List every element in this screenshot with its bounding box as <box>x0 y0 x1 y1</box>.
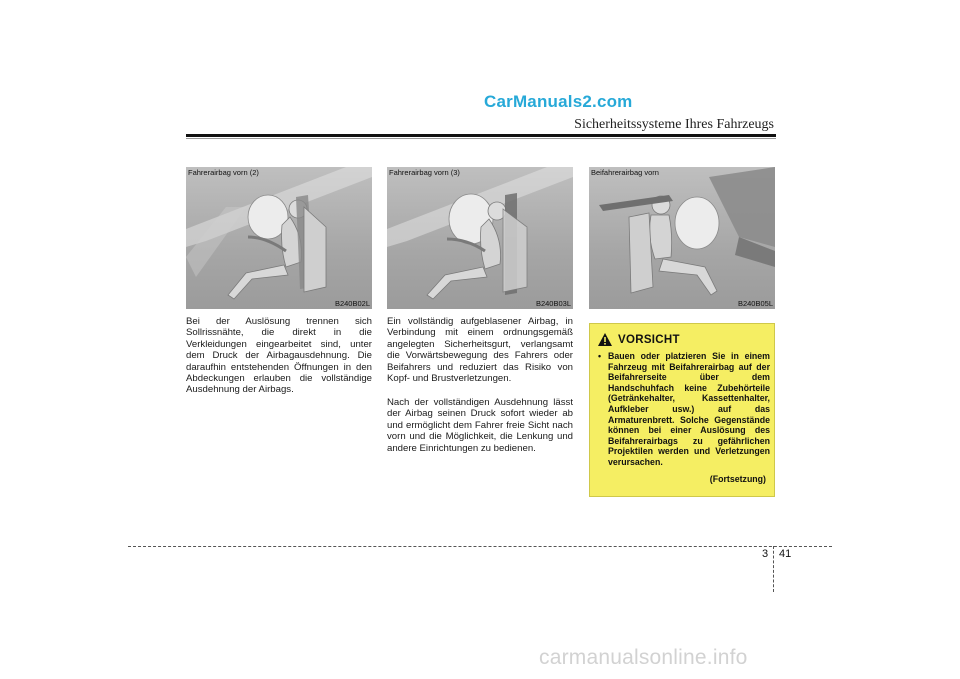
caution-title: VORSICHT <box>618 333 680 346</box>
airbag-illustration <box>589 167 775 309</box>
warning-icon <box>598 333 612 346</box>
airbag-illustration <box>186 167 372 309</box>
airbag-illustration <box>387 167 573 309</box>
figure-code: B240B03L <box>535 299 571 308</box>
caution-list <box>596 351 770 468</box>
body-text-column-2-paragraph-2: Nach der vollständigen Ausdehnung lässt der Airbag seinen Druck sofort wieder ab und ermöglicht dem Fahrer freie Sicht nach vorn und die Möglichkeit, die Lenkung und andere Einrichtungen zu bedienen. <box>387 397 573 454</box>
page-number: 41 <box>779 548 792 560</box>
figure-driver-airbag-3 <box>387 167 573 309</box>
footer-rule <box>128 546 832 547</box>
figure-code: B240B02L <box>334 299 370 308</box>
body-text-column-1: Bei der Auslösung trennen sich Sollrissnähte, die direkt in die Verkleidungen eingearbeitet sind, unter dem Druck der Airbagausdehnung. Die daraufhin entstehenden Öffnungen in den Abdeckungen erlauben die vollständige Ausdehnung der Airbags. <box>186 316 372 396</box>
caution-bullet: • <box>598 351 602 361</box>
caution-box <box>589 323 775 497</box>
header-rule-thin <box>186 138 776 139</box>
figure-caption: Fahrerairbag vorn (3) <box>389 168 460 177</box>
caution-header <box>598 333 680 346</box>
body-text-column-2-paragraph-1: Ein vollständig aufgeblasener Airbag, in Verbindung mit einem ordnungsgemäß angelegten Sicherheitsgurt, verlangsamt die Vorwärtsbewegung des Fahrers oder Beifahrers und reduziert das Risiko von Kopf- und Brustverletzungen. <box>387 316 573 385</box>
figure-driver-airbag-2 <box>186 167 372 309</box>
figure-passenger-airbag <box>589 167 775 309</box>
section-title: Sicherheitssysteme Ihres Fahrzeugs <box>574 117 774 132</box>
header-rule <box>186 134 776 137</box>
caution-text: Bauen oder platzieren Sie in einem Fahrzeug mit Beifahrerairbag auf der Beifahrerseite über dem Handschuhfach keine Zubehörteile (Getränkehalter, Kassettenhalter, Aufkleber usw.) auf das Armaturenbrett. Solche Gegenstände können bei einer Auslösung des Beifahrerairbags zu gefährlichen Projektilen werden und Verletzungen verursachen. <box>608 351 770 467</box>
figure-caption: Fahrerairbag vorn (2) <box>188 168 259 177</box>
watermark-bottom: carmanualsonline.info <box>539 646 748 669</box>
chapter-number: 3 <box>762 548 769 560</box>
watermark-top: CarManuals2.com <box>484 92 633 111</box>
page-number-divider <box>773 546 774 592</box>
figure-code: B240B05L <box>737 299 773 308</box>
figure-caption: Beifahrerairbag vorn <box>591 168 659 177</box>
continued-label: (Fortsetzung) <box>709 474 766 484</box>
